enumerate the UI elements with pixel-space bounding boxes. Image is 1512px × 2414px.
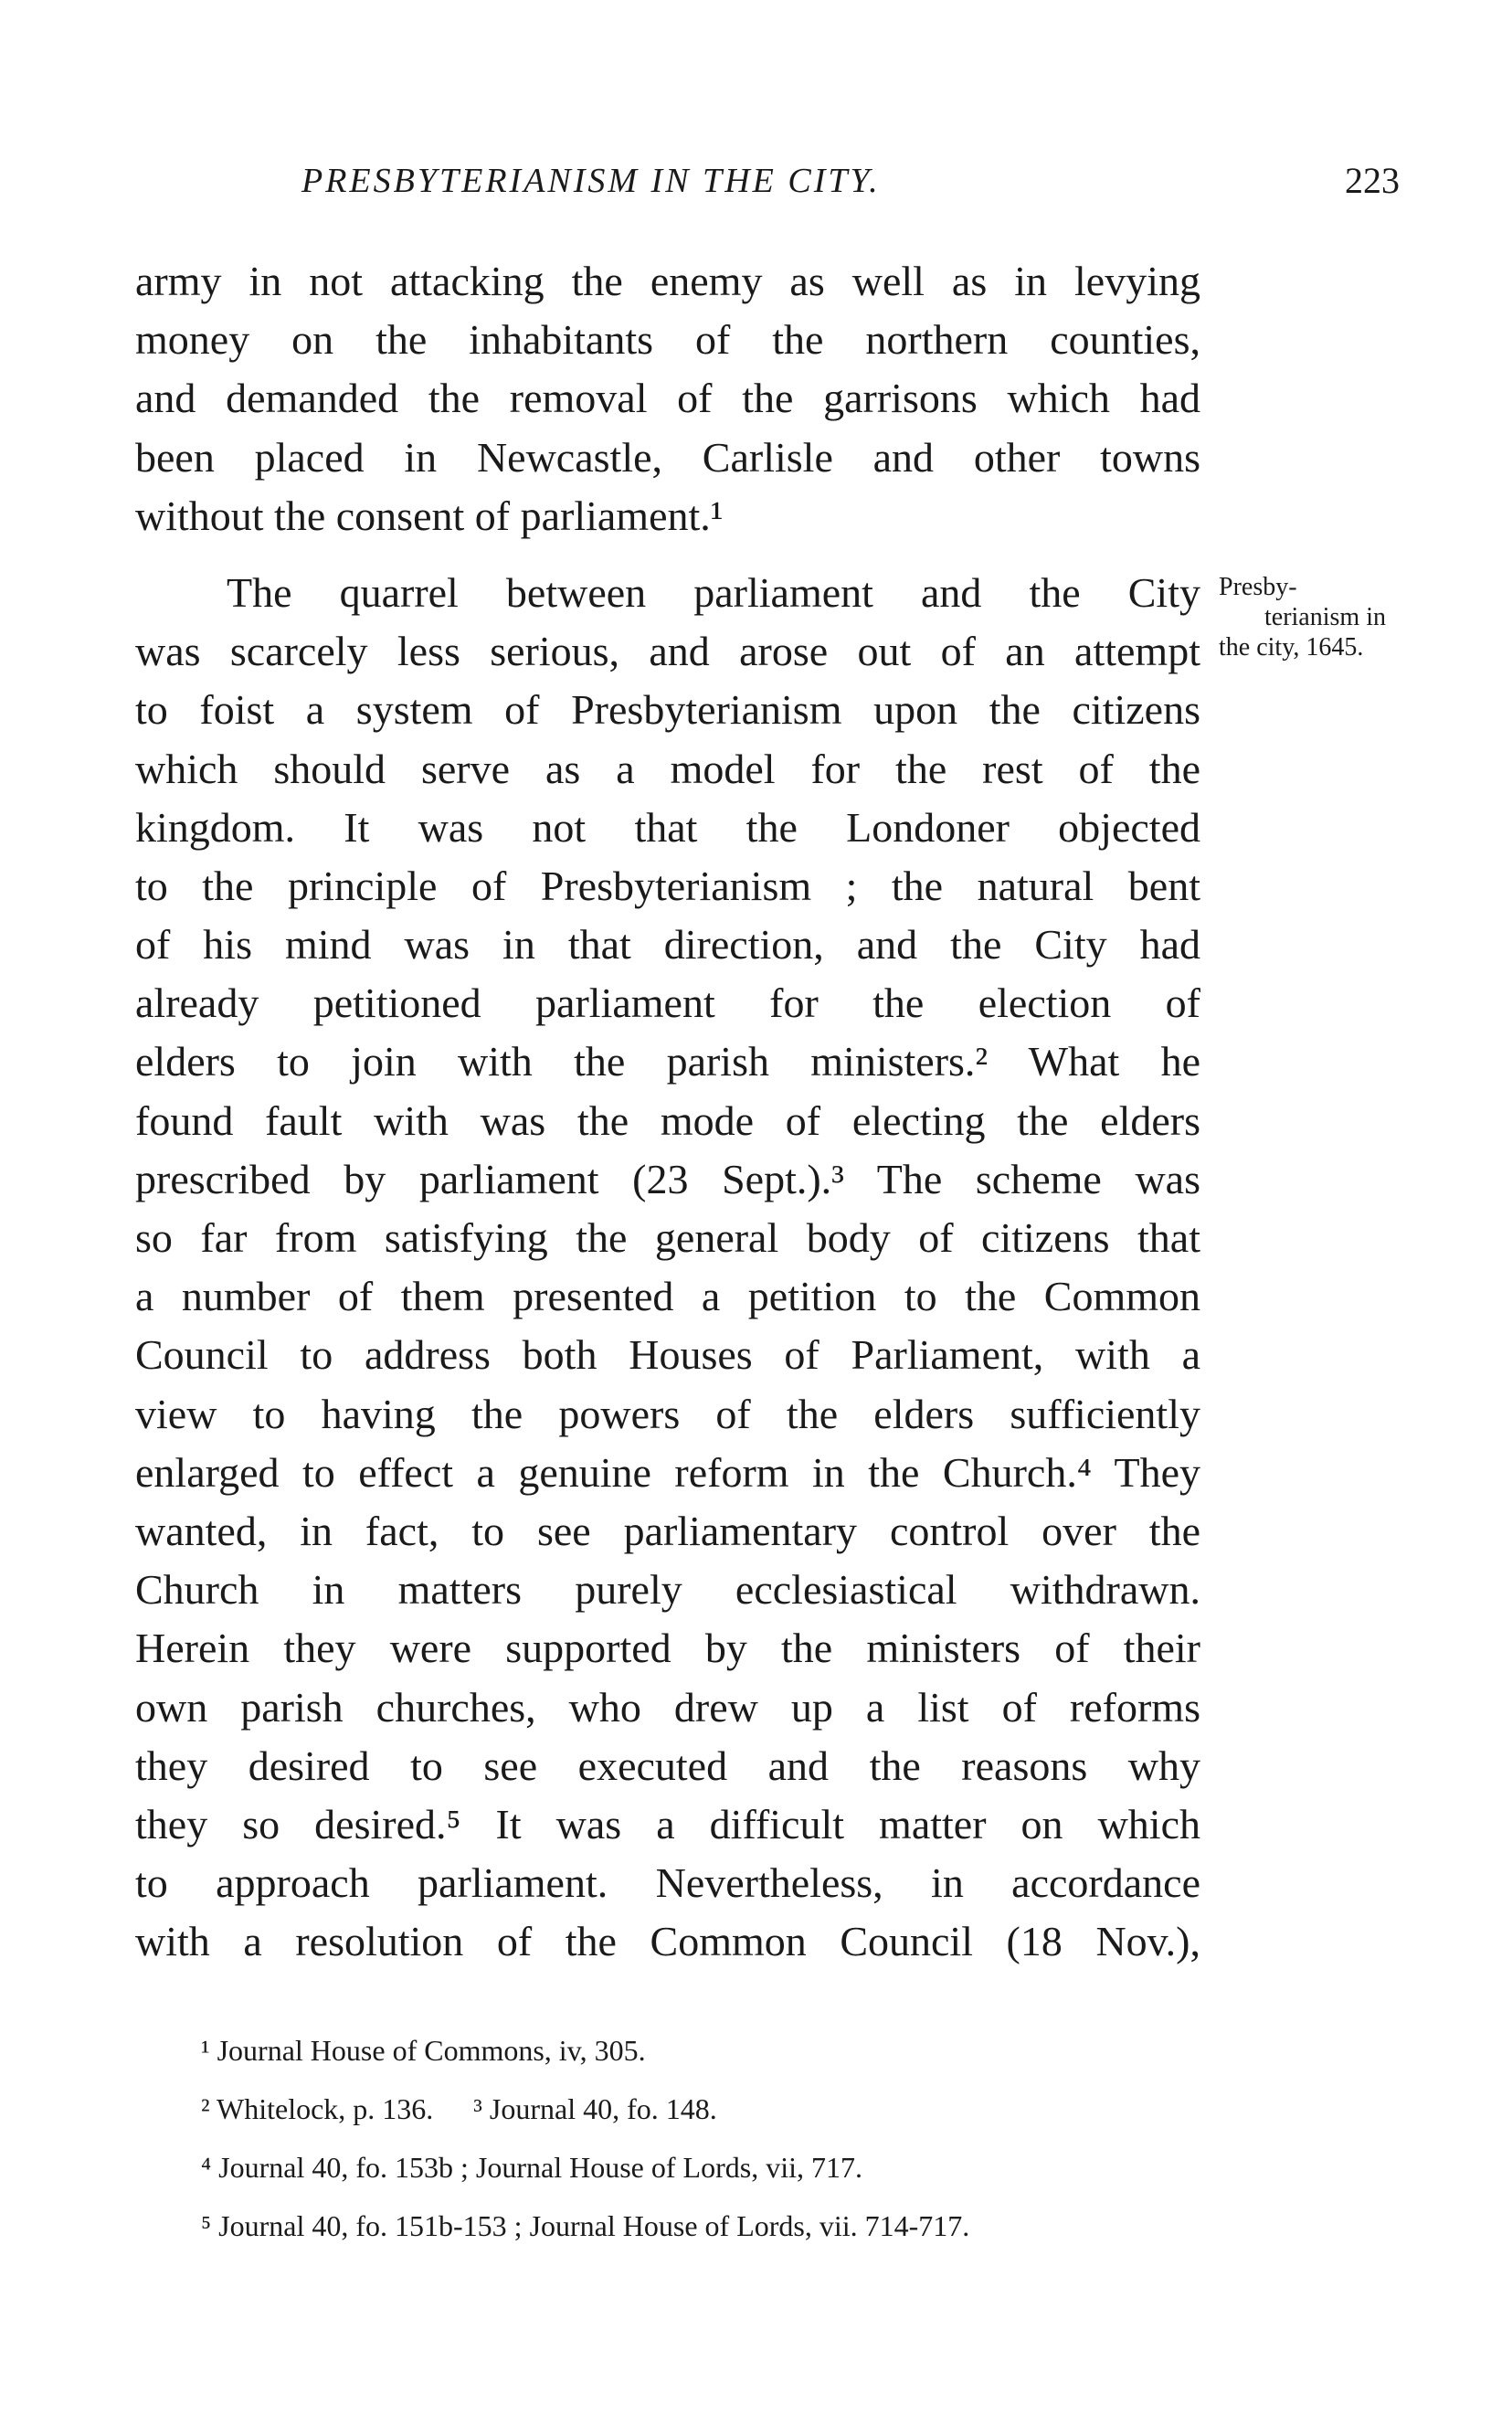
paragraph-gap — [135, 545, 1200, 564]
footnote-4: ⁴ Journal 40, fo. 153b ; Journal House of Lords, vii, 717. — [201, 2151, 862, 2184]
text-line: they desired to see executed and the reasons why — [135, 1742, 1200, 1789]
text-line: without the consent of parliament.¹ — [135, 492, 724, 539]
body-text — [135, 252, 1200, 1971]
text-line: of his mind was in that direction, and the City had — [135, 921, 1200, 969]
footnotes — [201, 2021, 1206, 2255]
footnote-5: ⁵ Journal 40, fo. 151b-153 ; Journal House of Lords, vii. 714-717. — [201, 2209, 970, 2242]
margin-note — [1219, 572, 1456, 662]
text-line: which should serve as a model for the rest of the — [135, 745, 1200, 792]
running-title: PRESBYTERIANISM IN THE CITY. — [301, 162, 881, 200]
footnote-3: ³ Journal 40, fo. 148. — [473, 2092, 717, 2125]
paragraph-2 — [135, 564, 1200, 1972]
text-line: money on the inhabitants of the northern counties, — [135, 316, 1200, 364]
text-line: they so desired.⁵ It was a difficult matter on which — [135, 1800, 1200, 1848]
text-line: was scarcely less serious, and arose out of an attempt — [135, 628, 1200, 675]
text-line: army in not attacking the enemy as well as in levying — [135, 258, 1200, 304]
margin-note-line: Presby- — [1219, 573, 1297, 601]
text-line: The quarrel between parliament and the City — [227, 568, 1200, 616]
text-line: kingdom. It was not that the Londoner objected — [135, 803, 1200, 851]
text-line: view to having the powers of the elders sufficiently — [135, 1390, 1200, 1437]
text-line: Church in matters purely ecclesiastical withdrawn. — [135, 1566, 1200, 1614]
text-line: been placed in Newcastle, Carlisle and other towns — [135, 433, 1200, 481]
text-line: to approach parliament. Nevertheless, in accordance — [135, 1859, 1200, 1907]
text-line: a number of them presented a petition to the Common — [135, 1273, 1200, 1320]
text-line: elders to join with the parish ministers.² What he — [135, 1038, 1200, 1085]
text-line: with a resolution of the Common Council (18 Nov.), — [135, 1918, 1200, 1965]
text-line: wanted, in fact, to see parliamentary control over the — [135, 1507, 1200, 1554]
text-line: to the principle of Presbyterianism ; the natural bent — [135, 862, 1200, 909]
text-line: to foist a system of Presbyterianism upon the citizens — [135, 686, 1200, 734]
footnote-2: ² Whitelock, p. 136. — [201, 2092, 434, 2125]
page-number: 223 — [1345, 160, 1400, 201]
footnote-row-2 — [201, 2080, 1206, 2138]
footnote-1: ¹ Journal House of Commons, iv, 305. — [201, 2034, 646, 2067]
text-line: already petitioned parliament for the election of — [135, 979, 1200, 1027]
text-line: own parish churches, who drew up a list of reforms — [135, 1683, 1200, 1731]
text-line: enlarged to effect a genuine reform in the Church.⁴ They — [135, 1448, 1200, 1496]
text-line: Herein they were supported by the ministers of their — [135, 1625, 1200, 1672]
margin-note-line: the city, 1645. — [1219, 633, 1364, 662]
paragraph-1 — [135, 252, 1200, 545]
text-line: and demanded the removal of the garrisons which had — [135, 375, 1200, 422]
text-line: so far from satisfying the general body of citizens that — [135, 1214, 1200, 1261]
text-line: found fault with was the mode of electing the elders — [135, 1096, 1200, 1144]
text-line: prescribed by parliament (23 Sept.).³ The scheme was — [135, 1155, 1200, 1202]
margin-note-line: terianism in — [1264, 603, 1386, 631]
text-line: Council to address both Houses of Parliament, with a — [135, 1331, 1200, 1379]
